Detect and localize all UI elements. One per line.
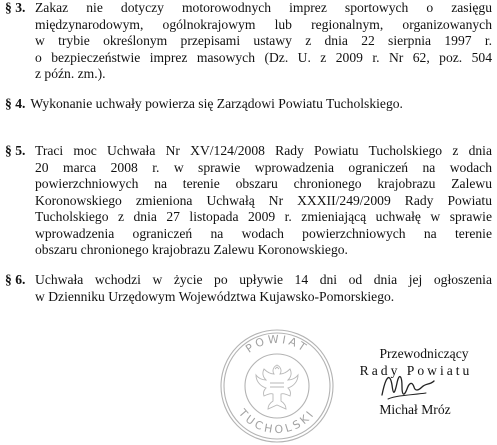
section-5 <box>5 143 492 259</box>
section-4-line: Wykonanie uchwały powierza się Zarządowi Powiatu Tucholskiego. <box>30 96 403 111</box>
section-5-body <box>35 143 492 259</box>
section-6-line: w Dzienniku Urzędowym Województwa Kujawsko-Pomorskiego. <box>35 288 395 304</box>
section-3-line: w trybie określonym przepisami ustawy z dnia 22 sierpnia 1997 r. <box>35 33 492 48</box>
section-5-mark: § 5. <box>5 143 26 158</box>
section-3-mark: § 3. <box>5 0 26 15</box>
section-3-line: z późn. zm.). <box>35 66 106 81</box>
section-3-body <box>35 0 492 83</box>
section-6-line: Uchwała wchodzi w życie po upływie 14 dni od dnia jej ogłoszenia <box>35 272 492 287</box>
section-3-line: Zakaz nie dotyczy motorowodnych imprez sportowych o zasięgu <box>35 0 492 15</box>
section-5-line: obszaru chronionego krajobrazu Zalewu Koronowskiego. <box>35 242 348 257</box>
signature-title-chairman: Przewodniczący <box>379 346 469 361</box>
handwritten-signature <box>378 365 438 405</box>
section-4-mark: § 4. <box>5 96 26 111</box>
section-5-line: Tucholskiego z dnia 27 listopada 2009 r. zmieniającą uchwałę w sprawie <box>35 209 492 224</box>
section-3-line: międzynarodowym, ogólnokrajowym lub regionalnym, organizowanych <box>35 16 492 32</box>
section-4-body <box>25 96 492 113</box>
signature-title-council: Rady Powiatu <box>359 363 473 378</box>
section-6 <box>5 272 492 305</box>
section-5-line: Traci moc Uchwała Nr XV/124/2008 Rady Powiatu Tucholskiego z dnia <box>35 143 492 158</box>
section-5-line: 20 marca 2008 r. w sprawie wprowadzenia ograniczeń na wodach <box>35 159 492 175</box>
section-6-mark: § 6. <box>5 272 26 287</box>
eagle-emblem-icon <box>256 365 298 409</box>
section-3-line: o bezpieczeństwie imprez masowych (Dz. U. z 2009 r. Nr 62, poz. 504 <box>35 49 492 65</box>
seal-bottom-text: TUCHOLSKI <box>236 406 318 437</box>
section-4 <box>5 96 492 113</box>
section-3 <box>5 0 492 83</box>
section-5-line: powierzchniowych na terenie obszaru chronionego krajobrazu Zalewu <box>35 176 492 191</box>
section-5-line: Koronowskiego zmieniona Uchwałą Nr XXXII/249/2009 Rady Powiatu <box>35 192 492 208</box>
signatory-name: Michał Mróz <box>379 402 451 417</box>
official-seal <box>218 327 336 445</box>
section-5-line: wprowadzenia ograniczeń na wodach powierzchniowych na terenie <box>35 225 492 241</box>
section-6-body <box>35 272 492 305</box>
seal-top-text: POWIAT <box>243 332 311 356</box>
